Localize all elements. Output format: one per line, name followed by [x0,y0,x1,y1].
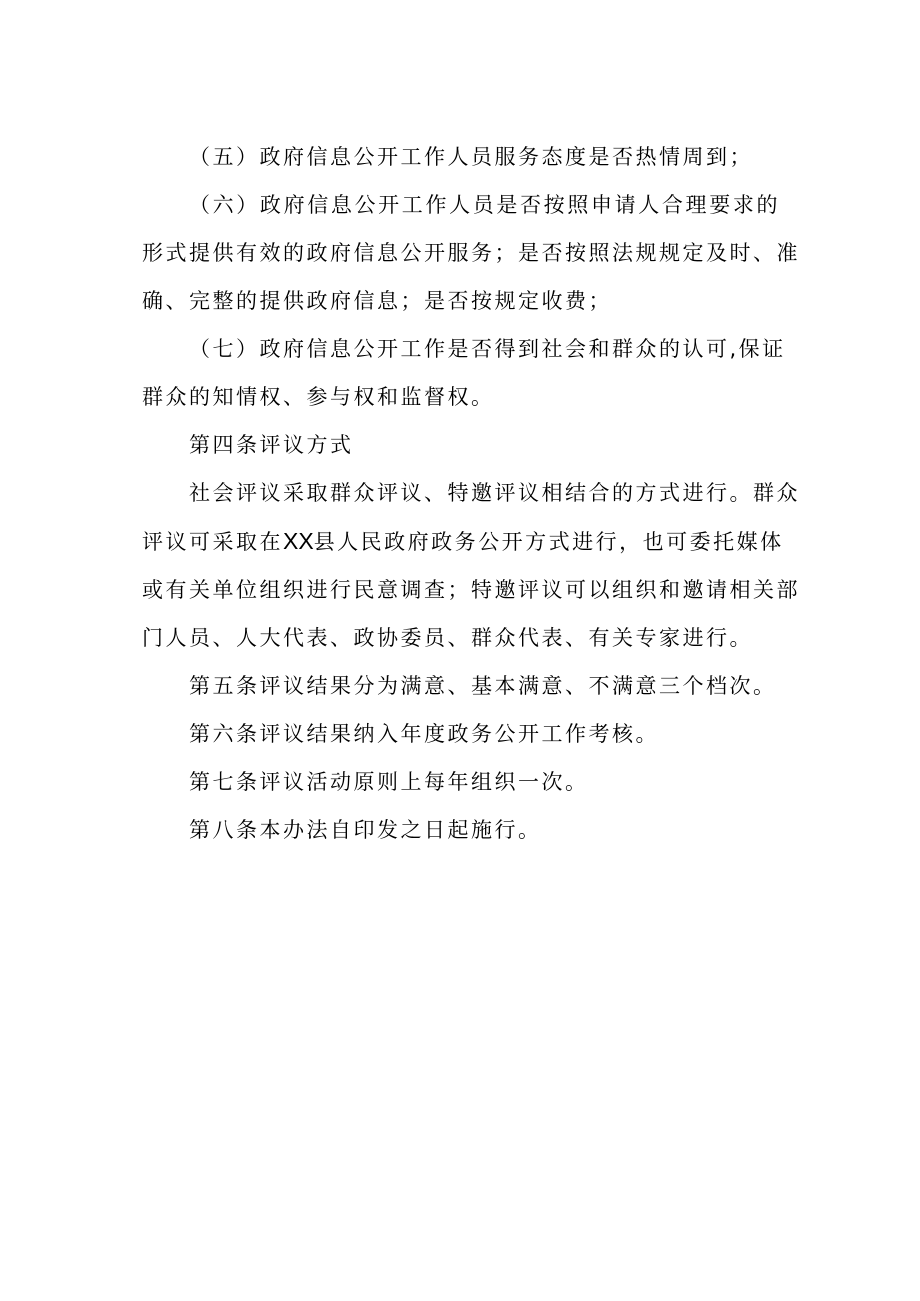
article-4-heading [142,421,780,469]
text-line: 或有关单位组织进行民意调查；特邀评议可以组织和邀请相关部 [142,578,800,602]
text-line: （七）政府信息公开工作是否得到社会和群众的认可,保证 [189,337,786,361]
text-line: 社会评议采取群众评议、特邀评议相结合的方式进行。群众 [189,481,800,505]
article-4-body [142,469,800,662]
text-line [142,517,784,566]
text-line: 群众的知情权、参与权和监督权。 [142,385,495,409]
text-line: 第四条评议方式 [189,433,354,457]
text-line: （五）政府信息公开工作人员服务态度是否热情周到； [189,145,753,169]
article-8 [142,806,780,854]
text-line: 确、完整的提供政府信息；是否按规定收费； [142,289,612,313]
text-line: 第七条评议活动原则上每年组织一次。 [189,770,589,794]
county-placeholder: XX [283,528,314,554]
text-line: 门人员、人大代表、政协委员、群众代表、有关专家进行。 [142,626,753,650]
paragraph-item-6 [142,181,800,325]
text-line: 第五条评议结果分为满意、基本满意、不满意三个档次。 [189,674,777,698]
text-fragment: 评议可采取在 [142,530,283,554]
text-fragment: 县人民政府政务公开方式进行，也可委托媒体 [313,530,784,554]
text-line: 第八条本办法自印发之日起施行。 [189,818,542,842]
document-body [142,133,800,854]
paragraph-item-5 [142,133,780,181]
article-5 [142,662,780,710]
text-line: （六）政府信息公开工作人员是否按照申请人合理要求的 [189,193,780,217]
text-line: 第六条评议结果纳入年度政务公开工作考核。 [189,722,659,746]
paragraph-item-7 [142,325,786,421]
text-line: 形式提供有效的政府信息公开服务；是否按照法规规定及时、准 [142,241,800,265]
article-6 [142,710,780,758]
article-7 [142,758,780,806]
